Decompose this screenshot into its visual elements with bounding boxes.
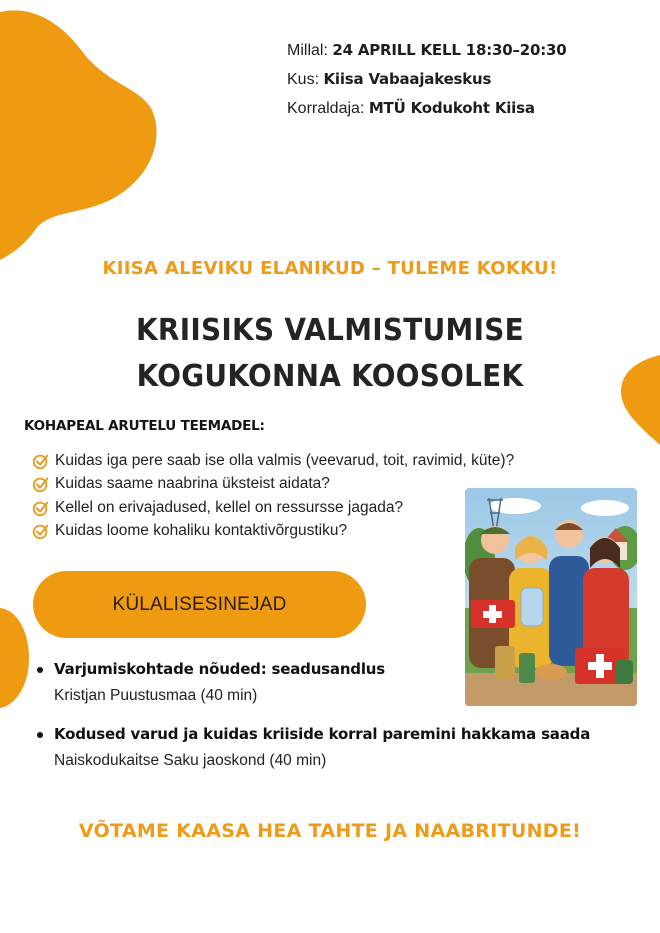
check-circle-icon — [32, 452, 50, 470]
event-info — [287, 36, 567, 123]
guest-speakers-label: KÜLALISESINEJAD — [112, 593, 287, 615]
check-circle-icon — [32, 499, 50, 517]
topic-item — [32, 473, 514, 497]
closing-slogan: VÕTAME KAASA HEA TAHTE JA NAABRITUNDE! — [78, 820, 582, 842]
event-organizer-row — [287, 94, 567, 123]
speaker-item — [36, 721, 596, 774]
orange-blob-left-circle — [0, 608, 30, 708]
title-line-1: KRIISIKS VALMISTUMISE — [136, 313, 524, 348]
topic-text: Kellel on erivajadused, kellel on ressursse jagada? — [55, 498, 404, 516]
speaker-name: Naiskodukaitse Saku jaoskond (40 min) — [54, 752, 327, 769]
where-value: Kiisa Vabaajakeskus — [323, 70, 492, 88]
when-value: 24 APRILL KELL 18:30–20:30 — [332, 41, 567, 59]
speaker-topic: Varjumiskohtade nõuded: seadusandlus — [54, 660, 385, 678]
topics-heading: KOHAPEAL ARUTELU TEEMADEL: — [24, 418, 265, 434]
guest-speakers-banner — [33, 571, 366, 638]
page-title — [23, 308, 637, 400]
speaker-item — [36, 656, 596, 709]
orange-blob-top-left — [0, 0, 160, 262]
organizer-value: MTÜ Kodukoht Kiisa — [368, 99, 535, 117]
when-label: Millal: — [287, 42, 328, 59]
event-location-row — [287, 65, 567, 94]
organizer-label: Korraldaja: — [287, 100, 365, 117]
topic-text: Kuidas saame naabrina üksteist aidata? — [55, 475, 330, 493]
topic-text: Kuidas loome kohaliku kontaktivõrgustiku? — [55, 522, 348, 540]
speakers-list — [36, 656, 596, 786]
title-line-2: KOGUKONNA KOOSOLEK — [136, 359, 524, 394]
topic-text: Kuidas iga pere saab ise olla valmis (veevarud, toit, ravimid, küte)? — [55, 451, 515, 469]
topic-item — [32, 520, 514, 544]
speaker-topic: Kodused varud ja kuidas kriiside korral paremini hakkama saada — [54, 725, 591, 743]
topic-item — [32, 449, 514, 473]
check-circle-icon — [32, 522, 50, 540]
where-label: Kus: — [287, 71, 320, 88]
kicker-heading: KIISA ALEVIKU ELANIKUD – TULEME KOKKU! — [102, 258, 558, 279]
topic-item — [32, 496, 514, 520]
speaker-name: Kristjan Puustusmaa (40 min) — [54, 687, 258, 704]
topics-list — [32, 449, 514, 543]
event-date-row — [287, 36, 567, 65]
check-circle-icon — [32, 475, 50, 493]
